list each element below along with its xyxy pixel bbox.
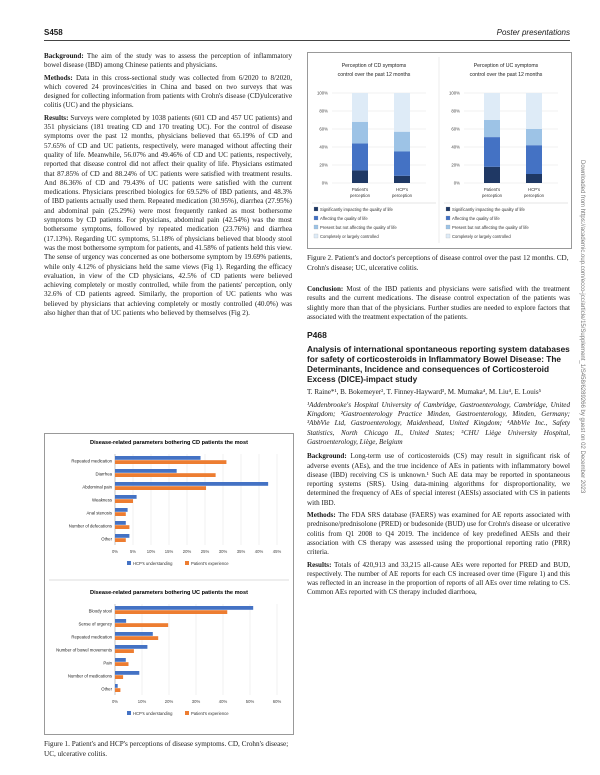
legend-swatch bbox=[314, 207, 318, 211]
stack-segment bbox=[526, 129, 542, 145]
x-tick-label: 40% bbox=[254, 549, 264, 554]
stack-segment bbox=[352, 93, 368, 122]
figure1 bbox=[44, 433, 294, 735]
legend-swatch bbox=[185, 711, 189, 715]
bar-hcp bbox=[115, 632, 153, 636]
y-tick-label: 20% bbox=[451, 162, 460, 168]
abstract-methods bbox=[307, 511, 570, 557]
x-tick-label: 45% bbox=[272, 549, 282, 554]
abstract-background-label: Background: bbox=[307, 452, 347, 461]
background-paragraph bbox=[44, 52, 292, 71]
legend-swatch bbox=[127, 561, 131, 565]
x-tick-label: 20% bbox=[164, 699, 174, 704]
abstract-results bbox=[307, 561, 570, 598]
figure2-svg bbox=[308, 53, 571, 248]
category-label: Abdominal pain bbox=[82, 484, 112, 490]
x-tick-label: 30% bbox=[191, 699, 201, 704]
running-header bbox=[44, 28, 570, 42]
results-label: Results: bbox=[44, 113, 69, 122]
bar-patient bbox=[115, 525, 129, 529]
legend-label: Completely or largely controlled bbox=[452, 234, 511, 239]
stack-segment bbox=[352, 170, 368, 183]
category-label: Weakness bbox=[92, 497, 112, 503]
bar-patient bbox=[115, 623, 168, 627]
abstract-results-label: Results: bbox=[307, 560, 332, 569]
bar-hcp bbox=[115, 684, 118, 688]
y-tick-label: 0% bbox=[453, 180, 460, 186]
bar-patient bbox=[115, 473, 216, 477]
bar-patient bbox=[115, 499, 133, 503]
category-label: Sense of urgency bbox=[78, 621, 112, 627]
stack-segment bbox=[352, 143, 368, 170]
bar-patient bbox=[115, 662, 129, 666]
y-tick-label: 60% bbox=[451, 126, 460, 132]
stack-segment bbox=[484, 93, 500, 120]
category-label-line2: perception bbox=[481, 193, 503, 198]
section-title: Poster presentations bbox=[496, 28, 570, 37]
legend-label: Patient's experience bbox=[191, 711, 229, 716]
abstract-background bbox=[307, 452, 570, 508]
left-column bbox=[44, 52, 292, 321]
methods-paragraph bbox=[44, 74, 292, 111]
abstract-id: P468 bbox=[307, 330, 327, 341]
legend-swatch bbox=[185, 561, 189, 565]
stack-segment bbox=[394, 152, 410, 176]
category-label: Repeated medication bbox=[71, 634, 112, 640]
legend-swatch bbox=[314, 216, 318, 220]
abstract-results-text: Totals of 420,913 and 33,215 all-cause AEs were reported for PRED and BUD, respectively. The number of AE reports for each CS increased over time (Figure 1) and this was reflected in an increase in the proportion of reports of all AEs over time relating to CS. Common AEs reported with CS therapy included diarrhoea, bbox=[307, 560, 570, 597]
y-tick-label: 100% bbox=[317, 90, 328, 96]
legend-label: Significantly impacting the quality of life bbox=[452, 207, 525, 212]
category-label-line1: HCP's bbox=[395, 187, 409, 192]
category-label: Other bbox=[101, 686, 112, 692]
bar-hcp bbox=[115, 534, 129, 538]
bar-hcp bbox=[115, 645, 147, 649]
bar-hcp bbox=[115, 521, 126, 525]
category-label: Other bbox=[101, 536, 112, 542]
bar-patient bbox=[115, 636, 158, 640]
figure1-svg bbox=[45, 434, 293, 734]
stack-segment bbox=[352, 122, 368, 144]
background-text: The aim of the study was to assess the perception of inflammatory bowel disease (IBD) among Chinese patients and physicians. bbox=[44, 52, 292, 70]
chart-title-line2: control over the past 12 months bbox=[337, 72, 411, 78]
legend-label: HCP's understanding bbox=[133, 561, 173, 566]
legend-swatch bbox=[314, 234, 318, 238]
x-tick-label: 40% bbox=[218, 699, 228, 704]
x-tick-label: 60% bbox=[272, 699, 282, 704]
x-tick-label: 25% bbox=[200, 549, 210, 554]
category-label: Bloody stool bbox=[88, 608, 112, 614]
category-label: Number of medications bbox=[67, 673, 112, 679]
bar-hcp bbox=[115, 606, 253, 610]
authors: T. Raine*¹, B. Bokemeyer², T. Finney-Hayward³, M. Mumaka⁴, M. Liu⁴, E. Louis⁵ bbox=[307, 388, 542, 397]
legend-swatch bbox=[446, 234, 450, 238]
x-tick-label: 30% bbox=[218, 549, 228, 554]
bar-patient bbox=[115, 675, 123, 679]
legend-swatch bbox=[127, 711, 131, 715]
header-rule bbox=[44, 40, 570, 41]
download-watermark bbox=[575, 160, 587, 590]
bar-hcp bbox=[115, 658, 126, 662]
y-tick-label: 40% bbox=[319, 144, 328, 150]
x-tick-label: 35% bbox=[236, 549, 246, 554]
legend-label: Affecting the quality of life bbox=[320, 216, 368, 221]
bar-hcp bbox=[115, 671, 139, 675]
download-note: Downloaded from https://academic.oup.com/ecco-jcc/article/15/Supplement_1/S458/6289266 by guest on 02 December 2023 bbox=[579, 160, 585, 494]
bar-hcp bbox=[115, 469, 177, 473]
legend-label: Patient's experience bbox=[191, 561, 229, 566]
bar-patient bbox=[115, 512, 126, 516]
figure2 bbox=[307, 52, 572, 249]
y-tick-label: 100% bbox=[449, 90, 460, 96]
results-paragraph bbox=[44, 114, 292, 319]
category-label: Anal stenosis bbox=[86, 510, 112, 516]
bar-patient bbox=[115, 486, 206, 490]
legend-swatch bbox=[446, 216, 450, 220]
category-label: Number of defecations bbox=[68, 523, 112, 529]
x-tick-label: 10% bbox=[137, 699, 147, 704]
methods-label: Methods: bbox=[44, 73, 73, 82]
abstract-title: Analysis of international spontaneous reporting system databases for safety of corticosteroids in Inflammatory Bowel Disease: The Determinants, Incidence and consequences of Corticosteroid Excess (DICE)-impact study bbox=[307, 344, 570, 385]
category-label-line1: Patient's bbox=[351, 187, 369, 192]
bar-hcp bbox=[115, 495, 137, 499]
chart-title-line1: Perception of UC symptoms bbox=[473, 63, 539, 69]
background-label: Background: bbox=[44, 52, 84, 60]
x-tick-label: 0% bbox=[111, 699, 119, 704]
x-tick-label: 15% bbox=[164, 549, 174, 554]
legend-swatch bbox=[314, 225, 318, 229]
abstract-methods-label: Methods: bbox=[307, 511, 336, 520]
category-label: Number of bowel movements bbox=[56, 647, 112, 653]
legend-swatch bbox=[446, 225, 450, 229]
category-label: Diarrhea bbox=[95, 471, 112, 477]
stack-segment bbox=[526, 145, 542, 174]
conclusion-paragraph bbox=[307, 285, 570, 322]
legend-label: Present but not affecting the quality of life bbox=[452, 225, 529, 230]
y-tick-label: 80% bbox=[319, 108, 328, 114]
abstract-methods-text: The FDA SRS database (FAERS) was examined for AE reports associated with prednisone/prednisolone (PRED) or budesonide (BUD) use for Crohn's disease or ulcerative colitis from Q1 2008 to Q4 2019. The incidence of key predefined AESIs and their association with CS therapy was assessed using the proportional reporting ratio (PRR) criteria. bbox=[307, 511, 570, 557]
x-tick-label: 5% bbox=[129, 549, 137, 554]
x-tick-label: 20% bbox=[182, 549, 192, 554]
category-label-line2: perception bbox=[391, 193, 413, 198]
bar-patient bbox=[115, 649, 134, 653]
figure1-caption: Figure 1. Patient's and HCP's perceptions of disease symptoms. CD, Crohn's disease; UC, ulcerative colitis. bbox=[44, 740, 289, 758]
bar-patient bbox=[115, 688, 120, 692]
legend-label: Significantly impacting the quality of life bbox=[320, 207, 393, 212]
abstract-background-text: Long-term use of corticosteroids (CS) may result in significant risk of adverse events (AEs), and the true incidence of AEs in patients with inflammatory bowel disease (IBD) receiving CS is unknown.¹ Such AE data may be reported in spontaneous reporting systems (SRS). Using data-mining algorithms for disproportionality, we determined the frequency of AEs of special interest (AESIs) associated with CS in patients with IBD. bbox=[307, 452, 570, 507]
chart-title-line2: control over the past 12 months bbox=[469, 72, 543, 78]
conclusion-label: Conclusion: bbox=[307, 285, 344, 293]
bar-patient bbox=[115, 538, 126, 542]
y-tick-label: 0% bbox=[321, 180, 328, 186]
legend-swatch bbox=[446, 207, 450, 211]
y-tick-label: 40% bbox=[451, 144, 460, 150]
figure2-caption: Figure 2. Patient's and doctor's perceptions of disease control over the past 12 months. CD, Crohn's disease; UC, ulcerative colitis. bbox=[307, 254, 569, 272]
y-tick-label: 20% bbox=[319, 162, 328, 168]
results-text: Surveys were completed by 1038 patients (601 CD and 457 UC patients) and 351 physicians (181 treating CD and 170 treating UC). For the control of disease symptoms over the past 12 months, physicians believed that 65.19% of CD and 57.65% of CD and UC patients, respectively, were managed without affecting their quality of life. Meanwhile, 56.07% and 49.46% of CD and UC patients, respectively, reported that disease control did not affect their quality of life. Physicians estimated that 87.85% of CD and 88.24% of UC patients were satisfied with treatment results. And 86.36% of CD and 79.43% of UC patients were satisfied with the current medications. Physicians prescribed biologics for 69.52% of IBD patients, and 48.3% of IBD patients actually used them. Repeated medication (30.95%), diarrhea (27.95%) and abdominal pain (25.29%) were most frequently ranked as most bothersome symptoms by CD patients. For physicians, abdominal pain (42.54%) was the most bothersome symptoms, followed by repeated medication (23.76%) and diarrhea (17.13%). Regarding UC symptoms, 51.18% of physicians believed that bloody stool was the most bothersome symptom for patients, and 41.58% of patients held this view. The sense of urgency was concerned as one bothersome symptom by 19.69% patients, while only 4.12% of physicians held the same views (Fig 1). Regarding the efficacy evaluation, in view of the CD physicians, 42.5% of CD patients were believed achieving completely or mostly controlled, while from the patients' perception, only 32.6% of CD patients agreed. Similarly, the proportion of UC patients who was believed by physicians that achieving completely or mostly controlled (40.0%) was also higher than that of UC patients who believed by themselves (Fig 2). bbox=[44, 113, 292, 318]
legend-label: Completely or largely controlled bbox=[320, 234, 379, 239]
right-column bbox=[307, 285, 570, 601]
chart-title: Disease-related parameters bothering CD patients the most bbox=[90, 440, 248, 446]
legend-label: HCP's understanding bbox=[133, 711, 173, 716]
y-tick-label: 60% bbox=[319, 126, 328, 132]
x-tick-label: 10% bbox=[146, 549, 156, 554]
category-label-line1: Patient's bbox=[483, 187, 501, 192]
category-label-line2: perception bbox=[349, 193, 371, 198]
bar-hcp bbox=[115, 482, 268, 486]
chart-title-line1: Perception of CD symptoms bbox=[341, 63, 407, 69]
x-tick-label: 0% bbox=[111, 549, 119, 554]
bar-patient bbox=[115, 460, 226, 464]
stack-segment bbox=[394, 93, 410, 132]
y-tick-label: 80% bbox=[451, 108, 460, 114]
stack-segment bbox=[484, 120, 500, 137]
category-label: Repeated medication bbox=[71, 458, 112, 464]
conclusion-text: Most of the IBD patients and physicians were satisfied with the treatment results and the current medications. The disease control expectation of the patients was slightly more than that of the physicians. Further studies are needed to explore factors that associated with the treatment expectation of the patients. bbox=[307, 285, 570, 321]
bar-hcp bbox=[115, 508, 128, 512]
category-label-line2: perception bbox=[523, 193, 545, 198]
stack-segment bbox=[394, 176, 410, 183]
methods-text: Data in this cross-sectional study was collected from 6/2020 to 8/2020, which covered 24 provinces/cities in China and based on two surveys that was designed for collecting information from patients with Crohn's disease (CD)/ulcerative colitis (UC) and the physicians. bbox=[44, 73, 292, 110]
category-label-line1: HCP's bbox=[527, 187, 541, 192]
stack-segment bbox=[526, 93, 542, 129]
bar-patient bbox=[115, 610, 227, 614]
affiliations: ¹Addenbrooke's Hospital University of Cambridge, Gastroenterology, Cambridge, United Kingdom; ²Gastroenterology Practice Minden, Gastroenterology, Minden, Germany; ³AbbVie Ltd, Gastroenterology, Maidenhead, United Kingdom; ⁴AbbVie Inc., Safety Statistics, North Chicago IL, United States; ⁵CHU Liège University Hospital, Gastroenterology, Liège, Belgium bbox=[307, 400, 570, 446]
legend-label: Affecting the quality of life bbox=[452, 216, 500, 221]
stack-segment bbox=[394, 132, 410, 152]
x-tick-label: 50% bbox=[245, 699, 255, 704]
bar-hcp bbox=[115, 456, 201, 460]
stack-segment bbox=[484, 137, 500, 167]
page-number: S458 bbox=[44, 28, 63, 37]
category-label: Pain bbox=[103, 660, 112, 666]
chart-title: Disease-related parameters bothering UC patients the most bbox=[90, 590, 248, 596]
legend-label: Present but not affecting the quality of life bbox=[320, 225, 397, 230]
stack-segment bbox=[526, 174, 542, 183]
stack-segment bbox=[484, 167, 500, 183]
bar-hcp bbox=[115, 619, 126, 623]
